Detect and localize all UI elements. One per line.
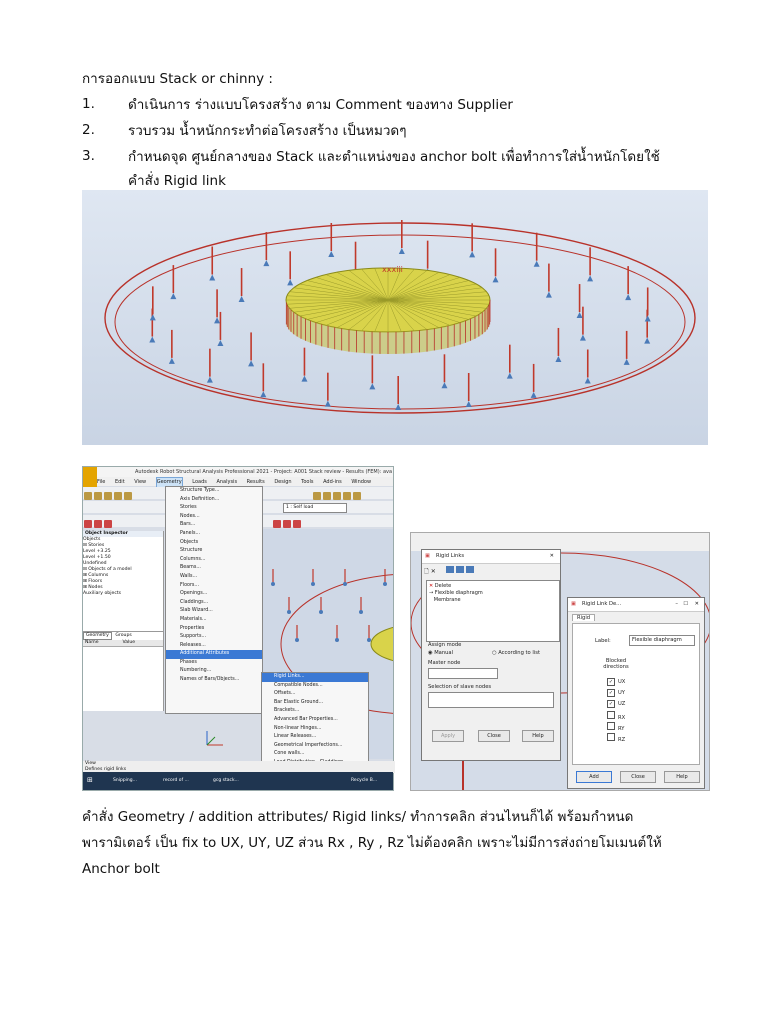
list-item[interactable]: ✕ Delete	[429, 583, 452, 589]
menu-geometry[interactable]: Geometry	[156, 477, 183, 488]
geometry-menu	[165, 486, 263, 714]
rigid-links-title: ▣ Rigid Links ✕	[422, 550, 560, 564]
stack-model-viewport	[82, 190, 708, 445]
rigid-links-screenshot	[410, 532, 710, 791]
instruction-line-1: คำสั่ง Geometry / addition attributes/ Rigid links/ ทำการคลิก ส่วนไหนก็ได้ พร้อมกำหนด	[82, 809, 634, 825]
list-item[interactable]: Membrane	[433, 597, 461, 603]
menu-window[interactable]: Window	[351, 479, 372, 485]
master-node-label: Master node	[428, 660, 461, 666]
step-number: 1.	[82, 96, 95, 112]
menu-item[interactable]: Structure Type...	[180, 488, 220, 493]
minimize-icon[interactable]: –	[675, 601, 678, 607]
blocked-directions-label: Blocked directions	[603, 658, 629, 670]
menu-loads[interactable]: Loads	[192, 479, 207, 485]
menu-item[interactable]: Panels...	[180, 530, 201, 536]
instruction-line-3: Anchor bolt	[82, 861, 160, 877]
menu-item[interactable]: Bars...	[180, 522, 196, 528]
step-text: รวบรวม น้ำหนักกระทำต่อโครงสร้าง เป็นหมวดๆ	[128, 123, 407, 139]
add-button[interactable]: Add	[576, 771, 612, 783]
rigid-link-def-title: ▣ Rigid Link De... – ☐ ✕	[568, 598, 704, 612]
menu-item[interactable]: Properties	[180, 625, 205, 631]
menu-item[interactable]: Walls...	[180, 573, 198, 579]
tree-item[interactable]: ⊞ Nodes	[83, 585, 103, 590]
checkbox-icon[interactable]: ✓	[608, 701, 614, 707]
assign-mode-label: Assign mode	[428, 642, 462, 648]
submenu-item[interactable]: Offsets...	[274, 691, 296, 697]
apply-button[interactable]: Apply	[432, 730, 464, 742]
open-icon[interactable]	[94, 492, 102, 500]
heading: การออกแบบ Stack or chinny :	[82, 71, 273, 87]
tab-geometry[interactable]: Geometry	[83, 632, 112, 640]
maximize-icon[interactable]: ☐	[683, 601, 688, 607]
taskbar-item[interactable]: record of ...	[163, 778, 189, 783]
direction-checkbox-ux[interactable]	[607, 678, 625, 686]
submenu-item[interactable]: Rigid Links...	[262, 673, 368, 682]
direction-checkbox-rx[interactable]	[607, 711, 625, 721]
menu-item[interactable]: Openings...	[180, 591, 208, 597]
close-icon[interactable]: ✕	[694, 601, 699, 607]
direction-label: UZ	[618, 701, 626, 707]
checkbox-icon[interactable]: ✓	[608, 690, 614, 696]
support-icon[interactable]	[104, 520, 112, 528]
tree-item[interactable]: ⊞ Floors	[83, 579, 103, 584]
menu-results[interactable]: Results	[246, 479, 265, 485]
menu-edit[interactable]: Edit	[114, 479, 125, 485]
object-inspector	[83, 531, 164, 711]
menu-item[interactable]: Releases...	[180, 642, 206, 648]
tree-item[interactable]: ⊟ Stories	[83, 543, 105, 548]
submenu-item[interactable]: Non-linear Hinges...	[274, 725, 322, 731]
new-icon[interactable]: 🗋	[424, 568, 429, 575]
submenu-item[interactable]: Advanced Bar Properties...	[274, 716, 338, 722]
close-button[interactable]: Close	[478, 730, 510, 742]
tree-item[interactable]: Level +1.50	[83, 555, 111, 560]
menu-item[interactable]: Phases	[180, 659, 197, 665]
new-icon[interactable]	[84, 492, 92, 500]
load-case-select[interactable]: 1 : Self load	[283, 503, 347, 513]
list-item[interactable]: → Flexible diaphragm	[429, 590, 483, 596]
dialog-icon: ▣	[571, 601, 576, 607]
window-title: Autodesk Robot Structural Analysis Professional 2021 - Project: A001 Stack review - Results (FEM): ava	[135, 469, 393, 475]
rigid-links-list[interactable]	[426, 580, 560, 642]
pan-icon[interactable]	[343, 492, 351, 500]
tab-rigid[interactable]: Rigid	[572, 614, 595, 621]
taskbar-item[interactable]: gcg stack...	[213, 778, 239, 783]
zoom-out-icon[interactable]	[283, 520, 291, 528]
view-icon[interactable]	[456, 566, 464, 573]
model-icon[interactable]	[323, 492, 331, 500]
dialog-icon: ▣	[425, 553, 430, 559]
step-number: 3.	[82, 148, 95, 164]
menu-item[interactable]: Numbering...	[180, 668, 212, 674]
windows-start-icon[interactable]: ⊞	[87, 776, 93, 784]
app-logo-icon	[83, 467, 97, 489]
master-node-input[interactable]	[428, 668, 498, 679]
submenu-item[interactable]: Cone walls...	[274, 751, 305, 757]
node-icon[interactable]	[94, 520, 102, 528]
tree-item[interactable]: Undefined	[83, 561, 107, 566]
menu-item[interactable]: Slab Wizard...	[180, 608, 213, 614]
menu-file[interactable]: File	[97, 479, 106, 485]
fit-icon[interactable]	[293, 520, 301, 528]
menu-item[interactable]: Materials...	[180, 616, 207, 622]
step-text-continued: คำสั่ง Rigid link	[128, 173, 226, 189]
menu-item[interactable]: Additional Attributes	[166, 650, 262, 659]
help-button[interactable]: Help	[664, 771, 700, 783]
close-button[interactable]: Close	[620, 771, 656, 783]
menu-design[interactable]: Design	[274, 479, 292, 485]
view-icon[interactable]	[466, 566, 474, 573]
tree-item[interactable]: Level +3.25	[83, 549, 111, 554]
zoom-in-icon[interactable]	[273, 520, 281, 528]
tree-item[interactable]: ⊟ Objects of a model	[83, 567, 132, 572]
status-bar: Defines rigid links	[83, 767, 395, 773]
direction-label: RX	[618, 715, 626, 721]
rigid-links-dialog	[421, 549, 561, 761]
menu-item[interactable]: Supports...	[180, 634, 207, 640]
checkbox-icon[interactable]: ✓	[608, 679, 614, 685]
delete-icon[interactable]: ✕	[430, 568, 436, 575]
tree-item[interactable]: ⊞ Columns	[83, 573, 109, 578]
slave-nodes-label: Selection of slave nodes	[428, 684, 492, 690]
direction-label: RZ	[618, 737, 626, 743]
taskbar-item[interactable]: Recycle B...	[351, 778, 378, 783]
calc-icon[interactable]	[313, 492, 321, 500]
save-icon[interactable]	[104, 492, 112, 500]
step-number: 2.	[82, 122, 95, 138]
direction-label: RY	[618, 726, 625, 732]
menu-item[interactable]: Stories	[180, 505, 197, 511]
submenu-item[interactable]: Bar Elastic Ground...	[274, 699, 324, 705]
menu-item[interactable]: Axis Definition...	[180, 496, 220, 502]
submenu-item[interactable]: Compatible Nodes...	[274, 682, 323, 688]
menu-item[interactable]: Claddings...	[180, 599, 209, 605]
manual-radio[interactable]: ◉ Manual	[428, 650, 454, 656]
menu-addins[interactable]: Add-ins	[323, 479, 342, 485]
menu-item[interactable]: Columns...	[180, 556, 206, 562]
menu-bar	[97, 477, 393, 486]
tab-groups[interactable]: Groups	[115, 633, 132, 638]
checkbox-icon[interactable]	[607, 733, 615, 741]
checkbox-icon[interactable]	[607, 711, 615, 719]
zoom-icon[interactable]	[333, 492, 341, 500]
label-caption: Label:	[595, 638, 611, 644]
menu-view[interactable]: View	[134, 479, 147, 485]
checkbox-icon[interactable]	[607, 722, 615, 730]
stack-cylinder	[286, 268, 490, 354]
grid-col-name: Name	[85, 640, 99, 645]
menu-item[interactable]: Structure	[180, 548, 203, 554]
rigid-link-definition-dialog	[567, 597, 705, 789]
menu-item[interactable]: Names of Bars/Objects...	[180, 677, 240, 683]
label-input[interactable]: Flexible diaphragm	[629, 635, 695, 646]
rigid-links-toolbar	[424, 566, 556, 576]
according-to-list-radio[interactable]: ○ According to list	[492, 650, 541, 656]
menu-tools[interactable]: Tools	[301, 479, 314, 485]
direction-checkbox-ry[interactable]	[607, 722, 624, 732]
close-icon[interactable]: ✕	[549, 553, 554, 559]
menu-analysis[interactable]: Analysis	[216, 479, 238, 485]
model-label: xxxiii	[382, 265, 403, 274]
bar-icon[interactable]	[84, 520, 92, 528]
print-icon[interactable]	[114, 492, 122, 500]
direction-checkbox-uy[interactable]	[607, 689, 625, 697]
step-text: กำหนดจุด ศูนย์กลางของ Stack และตำแหน่งของ anchor bolt เพื่อทำการใส่น้ำหนักโดยใช้	[128, 149, 660, 165]
direction-label: UX	[618, 679, 626, 685]
undo-icon[interactable]	[124, 492, 132, 500]
direction-checkbox-rz[interactable]	[607, 733, 625, 743]
taskbar	[83, 772, 393, 790]
stack-model-figure	[82, 190, 708, 445]
title-bar	[83, 467, 393, 477]
tree-item[interactable]: Objects	[83, 537, 101, 542]
direction-checkbox-uz[interactable]	[607, 700, 625, 708]
help-button[interactable]: Help	[522, 730, 554, 742]
slave-nodes-input[interactable]	[428, 692, 554, 708]
rigid-tab-panel	[572, 623, 700, 765]
submenu-item[interactable]: Geometrical Imperfections...	[274, 742, 343, 748]
status-view: View	[83, 761, 395, 767]
instruction-line-2: พารามิเตอร์ เป็น fix to UX, UY, UZ ส่วน Rx , Ry , Rz ไม่ต้องคลิก เพราะไม่มีการส่งถ่ายโมเมนต์ให้	[82, 835, 662, 851]
menu-item[interactable]: Objects	[180, 539, 199, 545]
help-icon[interactable]	[353, 492, 361, 500]
axis-icon	[201, 725, 231, 755]
menu-item[interactable]: Floors...	[180, 582, 200, 588]
menu-item[interactable]: Nodes...	[180, 513, 200, 519]
view-icon[interactable]	[446, 566, 454, 573]
taskbar-item[interactable]: Snipping...	[113, 778, 137, 783]
direction-label: UY	[618, 690, 625, 696]
robot-app-window	[82, 466, 394, 791]
menu-item[interactable]: Beams...	[180, 565, 201, 571]
grid-col-value: Value	[122, 640, 136, 645]
submenu-item[interactable]: Brackets...	[274, 708, 300, 714]
step-text: ดำเนินการ ร่างแบบโครงสร้าง ตาม Comment ของทาง Supplier	[128, 97, 513, 113]
submenu-item[interactable]: Linear Releases...	[274, 734, 317, 740]
inspector-title: Object Inspector	[83, 531, 163, 537]
tree-item[interactable]: Auxiliary objects	[83, 591, 122, 596]
